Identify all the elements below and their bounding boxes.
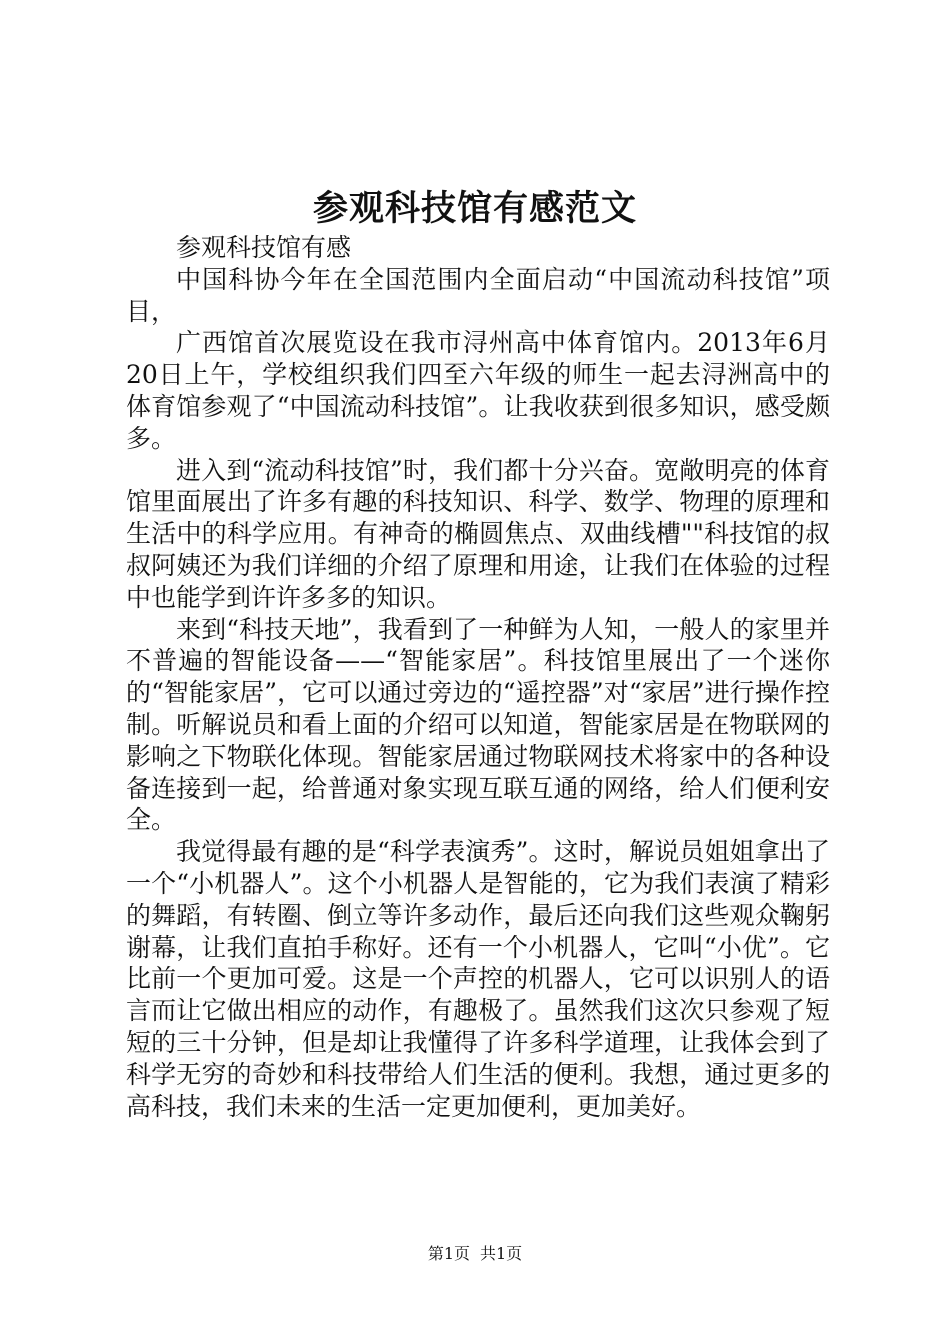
paragraph: 来到“科技天地”，我看到了一种鲜为人知，一般人的家里并不普遍的智能设备——“智能家居”。科技馆里展出了一个迷你的“智能家居”，它可以通过旁边的“遥控器”对“家居”进行操作控制。听解说员和看上面的介绍可以知道，智能家居是在物联网的影响之下物联化体现。智能家居通过物联网技术将家中的各种设备连接到一起，给普通对象实现互联互通的网络，给人们便利安全。 <box>126 614 830 835</box>
paragraph: 我觉得最有趣的是“科学表演秀”。这时，解说员姐姐拿出了一个“小机器人”。这个小机器人是智能的，它为我们表演了精彩的舞蹈，有转圈、倒立等许多动作，最后还向我们这些观众鞠躬谢幕，让我们直拍手称好。还有一个小机器人，它叫“小优”。它比前一个更加可爱。这是一个声控的机器人，它可以识别人的语言而让它做出相应的动作，有趣极了。虽然我们这次只参观了短短的三十分钟，但是却让我懂得了许多科学道理，让我体会到了科学无穷的奇妙和科技带给人们生活的便利。我想，通过更多的高科技，我们未来的生活一定更加便利，更加美好。 <box>126 837 830 1121</box>
paragraph: 进入到“流动科技馆”时，我们都十分兴奋。宽敞明亮的体育馆里面展出了许多有趣的科技知识、科学、数学、物理的原理和生活中的科学应用。有神奇的椭圆焦点、双曲线槽""科技馆的叔叔阿姨还为我们详细的介绍了原理和用途，让我们在体验的过程中也能学到许许多多的知识。 <box>126 455 830 612</box>
page-total: 共1页 <box>480 1244 523 1263</box>
paragraph: 中国科协今年在全国范围内全面启动“中国流动科技馆”项目， <box>126 264 830 326</box>
paragraph: 广西馆首次展览设在我市浔州高中体育馆内。2013年6月20日上午，学校组织我们四至六年级的师生一起去浔洲高中的体育馆参观了“中国流动科技馆”。让我收获到很多知识，感受颇多。 <box>126 328 830 453</box>
page-number: 第1页 <box>427 1244 470 1263</box>
paragraph-subtitle: 参观科技馆有感 <box>176 233 352 262</box>
document-body <box>126 232 830 1122</box>
document-title: 参观科技馆有感范文 <box>312 188 637 229</box>
page-footer <box>0 1243 950 1265</box>
